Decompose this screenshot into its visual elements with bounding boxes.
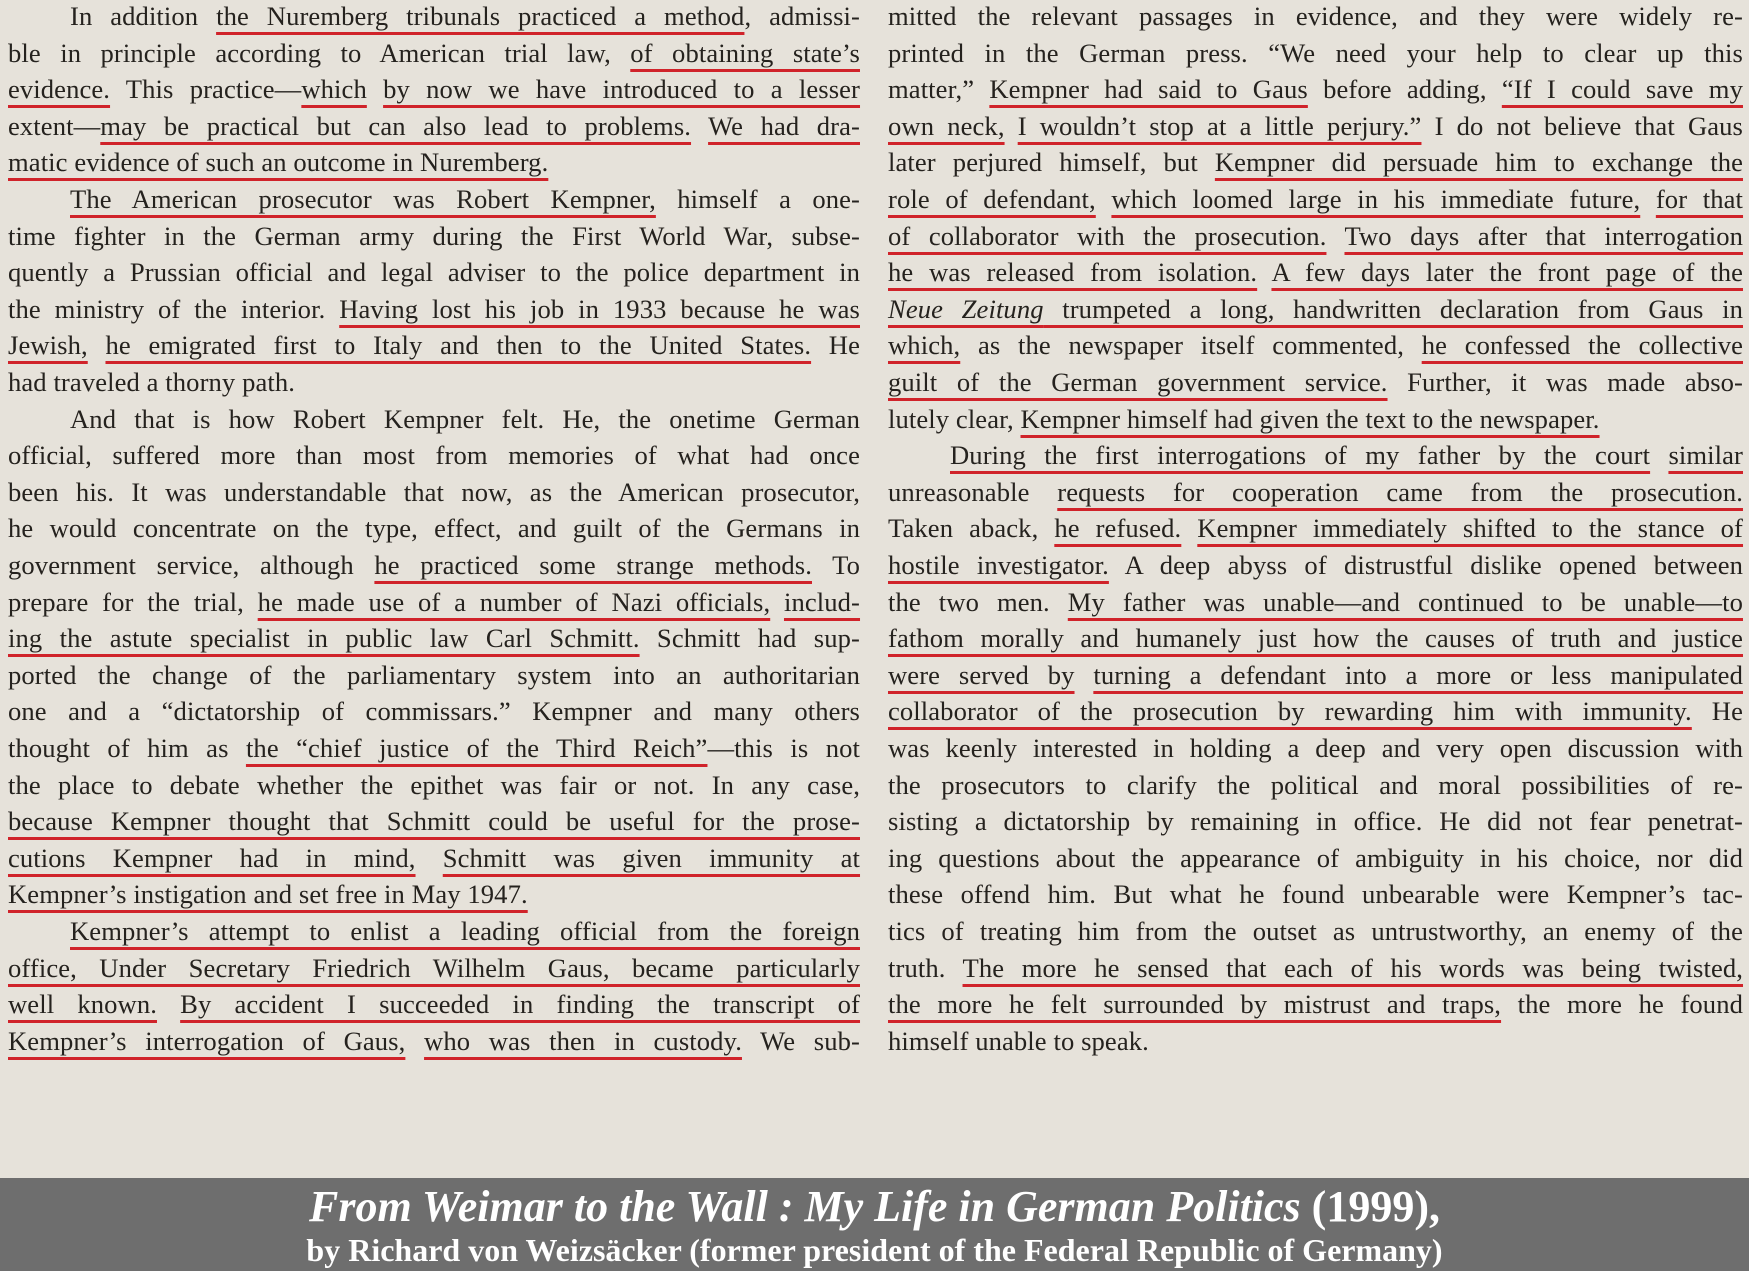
- underlined-phrase: Jewish,: [8, 330, 88, 361]
- left-text-line: [8, 984, 860, 1024]
- book-title: From Weimar to the Wall : My Life in German Politics: [309, 1182, 1301, 1231]
- underlined-phrase: by now we have introduced to a lesser: [383, 74, 861, 105]
- left-text-line: [8, 874, 860, 914]
- left-text-line: ing the astute specialist in public law Carl Schmitt. Schmitt had sup-: [8, 623, 860, 654]
- underlined-phrase: We had dra-: [708, 110, 860, 141]
- caption-title-row: [0, 1178, 1749, 1232]
- left-text-line: extent—may be practical but can also lead to problems. We had dra-: [8, 110, 860, 141]
- right-text-line: [888, 252, 1743, 292]
- underlined-phrase: Having lost his job in 1933 because he was: [339, 293, 860, 324]
- left-text-line: quently a Prussian official and legal adviser to the police department in: [8, 257, 860, 288]
- right-text-line: own neck, I wouldn’t stop at a little perjury.” I do not believe that Gaus: [888, 110, 1743, 141]
- right-text-line: tics of treating him from the outset as untrustworthy, an enemy of the: [888, 916, 1743, 946]
- right-text-line: these offend him. But what he found unbearable were Kempner’s tac-: [888, 879, 1743, 910]
- underlined-phrase: ing the astute specialist in public law Carl Schmitt.: [8, 623, 640, 654]
- left-text-line: been his. It was understandable that now, as the American prosecutor,: [8, 476, 860, 507]
- left-text-line: government service, although he practiced some strange methods. To: [8, 550, 860, 580]
- left-text-line: official, suffered more than most from memories of what had once: [8, 440, 860, 471]
- right-text-line: lutely clear, Kempner himself had given the text to the newspaper.: [888, 403, 1600, 434]
- underlined-phrase: matic evidence of such an outcome in Nuremberg.: [8, 147, 549, 178]
- underlined-phrase: Kempner did persuade him to exchange the: [1214, 147, 1743, 178]
- left-text-line: ble in principle according to American trial law, of obtaining state’s: [8, 37, 860, 68]
- underlined-phrase: which,: [888, 330, 961, 361]
- left-text-line: the ministry of the interior. Having lost his job in 1933 because he was: [8, 293, 860, 324]
- right-text-line: [888, 216, 1743, 256]
- right-text-line: which, as the newspaper itself commented, he confessed the collective: [888, 330, 1743, 361]
- right-text-line: mitted the relevant passages in evidence, and they were widely re-: [888, 1, 1743, 31]
- right-text-line: the prosecutors to clarify the political and moral possibilities of re-: [888, 769, 1743, 800]
- right-text-line: sisting a dictatorship by remaining in office. He did not fear penetrat-: [888, 806, 1743, 837]
- underlined-phrase: The more he sensed that each of his words was being twisted,: [962, 952, 1743, 983]
- underlined-phrase: office, Under Secretary Friedrich Wilhelm Gaus, became particularly: [8, 952, 860, 983]
- left-text-line: And that is how Robert Kempner felt. He, the onetime German: [70, 403, 860, 434]
- underlined-phrase: which loomed large in his immediate future,: [1111, 184, 1641, 214]
- underlined-phrase: well known.: [8, 989, 157, 1020]
- right-text-line: truth. The more he sensed that each of his words was being twisted,: [888, 952, 1743, 983]
- caption-banner: [0, 1178, 1749, 1271]
- underlined-phrase: the “chief justice of the Third Reich”: [245, 733, 708, 763]
- underlined-phrase: the more he felt surrounded by mistrust and traps,: [888, 989, 1502, 1020]
- underlined-phrase: Two days after that interrogation: [1344, 220, 1743, 251]
- right-text-line: matter,” Kempner had said to Gaus before adding, “If I could save my: [888, 74, 1743, 105]
- right-column: [888, 0, 1743, 1178]
- underlined-phrase: which: [301, 74, 367, 105]
- underlined-phrase: cutions Kempner had in mind,: [8, 842, 416, 873]
- underlined-phrase: he refused.: [1054, 513, 1182, 544]
- underlined-phrase: own neck,: [888, 110, 1005, 141]
- right-text-line: hostile investigator. A deep abyss of distrustful dislike opened between: [888, 550, 1743, 580]
- right-text-line: [888, 435, 1743, 475]
- left-text-line: thought of him as the “chief justice of the Third Reich”—this is not: [8, 733, 860, 763]
- underlined-phrase: Kempner’s instigation and set free in May 1947.: [8, 879, 528, 910]
- underlined-phrase: A few days later the front page of the: [1271, 257, 1743, 288]
- underlined-phrase: guilt of the German government service.: [888, 367, 1388, 397]
- left-text-line: [8, 911, 860, 951]
- underlined-phrase: he emigrated first to Italy and then to the United States.: [105, 330, 812, 361]
- left-text-line: [8, 838, 860, 878]
- underlined-phrase: The American prosecutor was Robert Kempner,: [70, 184, 656, 214]
- left-column: [8, 0, 860, 1178]
- left-text-line: the place to debate whether the epithet was fair or not. In any case,: [8, 769, 860, 800]
- left-text-line: ported the change of the parliamentary system into an authoritarian: [8, 659, 860, 690]
- underlined-phrase: My father was unable—and continued to be unable—to: [1067, 586, 1743, 617]
- underlined-phrase: the Nuremberg tribunals practiced a method: [216, 1, 745, 31]
- underlined-phrase: who was then in custody.: [424, 1025, 742, 1056]
- left-text-line: Jewish, he emigrated first to Italy and then to the United States. He: [8, 330, 861, 361]
- left-text-line: evidence. This practice—which by now we have introduced to a lesser: [8, 74, 861, 105]
- right-text-line: unreasonable requests for cooperation came from the prosecution.: [888, 476, 1743, 507]
- underlined-phrase: of collaborator with the prosecution.: [888, 220, 1327, 251]
- right-text-line: himself unable to speak.: [888, 1025, 1149, 1056]
- left-text-line: [8, 142, 860, 182]
- right-text-line: [888, 289, 1743, 329]
- underlined-phrase: he made use of a number of Nazi officials,: [257, 586, 771, 617]
- right-text-line: [888, 655, 1743, 695]
- left-text-line: [8, 801, 860, 841]
- underlined-phrase: he practiced some strange methods.: [374, 550, 812, 580]
- underlined-phrase: were served by: [888, 659, 1075, 690]
- underlined-phrase: Kempner had said to Gaus: [989, 74, 1308, 105]
- left-text-line: prepare for the trial, he made use of a number of Nazi officials, includ-: [8, 586, 861, 617]
- underlined-phrase: Kempner’s attempt to enlist a leading official from the foreign: [70, 916, 860, 946]
- underlined-phrase: fathom morally and humanely just how the causes of truth and justice: [888, 623, 1743, 654]
- right-text-line: [888, 618, 1743, 658]
- right-text-line: was keenly interested in holding a deep and very open discussion with: [888, 733, 1743, 763]
- underlined-phrase: evidence.: [8, 74, 111, 105]
- left-text-line: he would concentrate on the type, effect, and guilt of the Germans in: [8, 513, 860, 544]
- right-text-line: [888, 179, 1743, 219]
- left-text-line: time fighter in the German army during the First World War, subse-: [8, 220, 860, 251]
- underlined-phrase: of obtaining state’s: [630, 37, 860, 68]
- underlined-phrase: because Kempner thought that Schmitt could be useful for the prose-: [8, 806, 860, 837]
- book-year: (1999),: [1300, 1182, 1440, 1231]
- right-text-line: collaborator of the prosecution by rewarding him with immunity. He: [888, 696, 1743, 727]
- underlined-phrase: During the first interrogations of my father by the court: [950, 440, 1651, 471]
- underlined-phrase: he confessed the collective: [1421, 330, 1743, 361]
- underlined-phrase: “If I could save my: [1501, 74, 1743, 105]
- left-text-line: [8, 948, 860, 988]
- right-text-line: ing questions about the appearance of ambiguity in his choice, nor did: [888, 842, 1743, 873]
- right-text-line: the more he felt surrounded by mistrust and traps, the more he found: [888, 989, 1743, 1020]
- underlined-phrase: includ-: [783, 586, 861, 617]
- underlined-phrase: hostile investigator.: [888, 550, 1109, 580]
- underlined-phrase: requests for cooperation came from the prosecution.: [1057, 476, 1743, 507]
- right-text-line: Taken aback, he refused. Kempner immediately shifted to the stance of: [888, 513, 1744, 544]
- left-text-line: In addition the Nuremberg tribunals practiced a method, admissi-: [70, 1, 860, 31]
- underlined-phrase: Neue Zeitung trumpeted a long, handwritten declaration from Gaus in: [888, 293, 1743, 324]
- left-text-line: Kempner’s interrogation of Gaus, who was then in custody. We sub-: [8, 1025, 860, 1056]
- left-text-line: The American prosecutor was Robert Kempner, himself a one-: [70, 184, 860, 214]
- left-text-line: had traveled a thorny path.: [8, 367, 295, 397]
- underlined-phrase: By accident I succeeded in finding the transcript of: [180, 989, 861, 1020]
- underlined-phrase: may be practical but can also lead to problems.: [100, 110, 692, 141]
- underlined-phrase: turning a defendant into a more or less manipulated: [1093, 659, 1743, 690]
- caption-byline: by Richard von Weizsäcker (former president of the Federal Republic of Germany): [306, 1232, 1443, 1268]
- underlined-phrase: for that: [1655, 184, 1744, 214]
- right-text-line: later perjured himself, but Kempner did persuade him to exchange the: [888, 147, 1743, 178]
- right-text-line: guilt of the German government service. Further, it was made abso-: [888, 367, 1743, 397]
- underlined-phrase: Kempner immediately shifted to the stance of: [1197, 513, 1744, 544]
- underlined-phrase: Schmitt was given immunity at: [442, 842, 861, 873]
- right-text-line: the two men. My father was unable—and continued to be unable—to: [888, 586, 1743, 617]
- underlined-phrase: collaborator of the prosecution by rewarding him with immunity.: [888, 696, 1692, 727]
- right-text-line: printed in the German press. “We need your help to clear up this: [888, 37, 1743, 68]
- left-text-line: one and a “dictatorship of commissars.” Kempner and many others: [8, 696, 860, 727]
- underlined-phrase: Kempner himself had given the text to the newspaper.: [1020, 403, 1600, 434]
- underlined-phrase: I wouldn’t stop at a little perjury.”: [1017, 110, 1422, 141]
- underlined-phrase: similar: [1668, 440, 1743, 471]
- underlined-phrase: he was released from isolation.: [888, 257, 1258, 288]
- underlined-phrase: role of defendant,: [888, 184, 1096, 214]
- underlined-phrase: Kempner’s interrogation of Gaus,: [8, 1025, 406, 1056]
